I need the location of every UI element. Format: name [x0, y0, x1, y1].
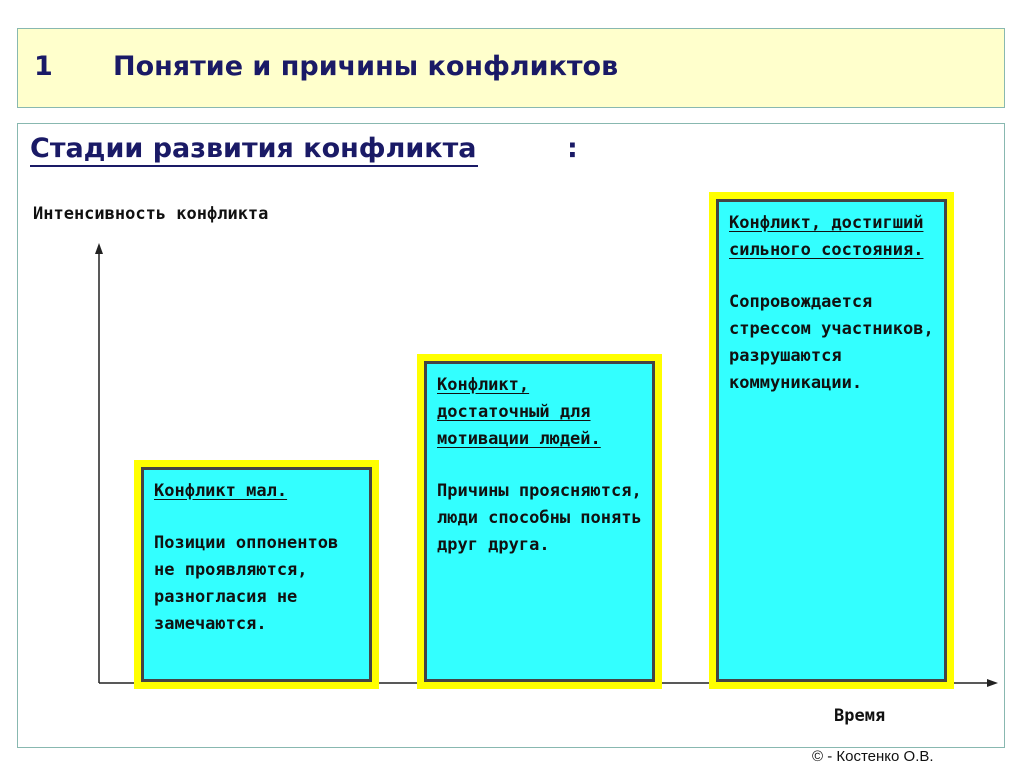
- stage-box-low: [141, 467, 372, 682]
- stage-box-medium: [424, 361, 655, 682]
- subtitle-colon: :: [567, 133, 578, 164]
- stage-medium-heading: Конфликт, достаточный для мотивации людей.: [437, 375, 601, 449]
- page-title: Понятие и причины конфликтов: [113, 51, 619, 82]
- stage-box-high: [716, 199, 947, 682]
- y-axis-label: Интенсивность конфликта: [33, 204, 269, 224]
- x-axis-arrow: [987, 679, 998, 687]
- x-axis-label: Время: [834, 706, 886, 726]
- section-number: 1: [34, 51, 53, 82]
- y-axis-arrow: [95, 243, 103, 254]
- stage-medium-body: Причины проясняются, люди способны понять друг друга.: [437, 481, 642, 555]
- copyright-note: © - Костенко О.В.: [812, 748, 934, 765]
- stage-low-heading: Конфликт мал.: [154, 481, 288, 501]
- stage-high-heading: Конфликт, достигший сильного состояния.: [729, 213, 924, 260]
- stage-high-body: Сопровождается стрессом участников, разрушаются коммуникации.: [729, 292, 934, 393]
- diagram-subtitle: Стадии развития конфликта: [30, 133, 478, 167]
- stage-low-body: Позиции оппонентов не проявляются, разногласия не замечаются.: [154, 533, 339, 634]
